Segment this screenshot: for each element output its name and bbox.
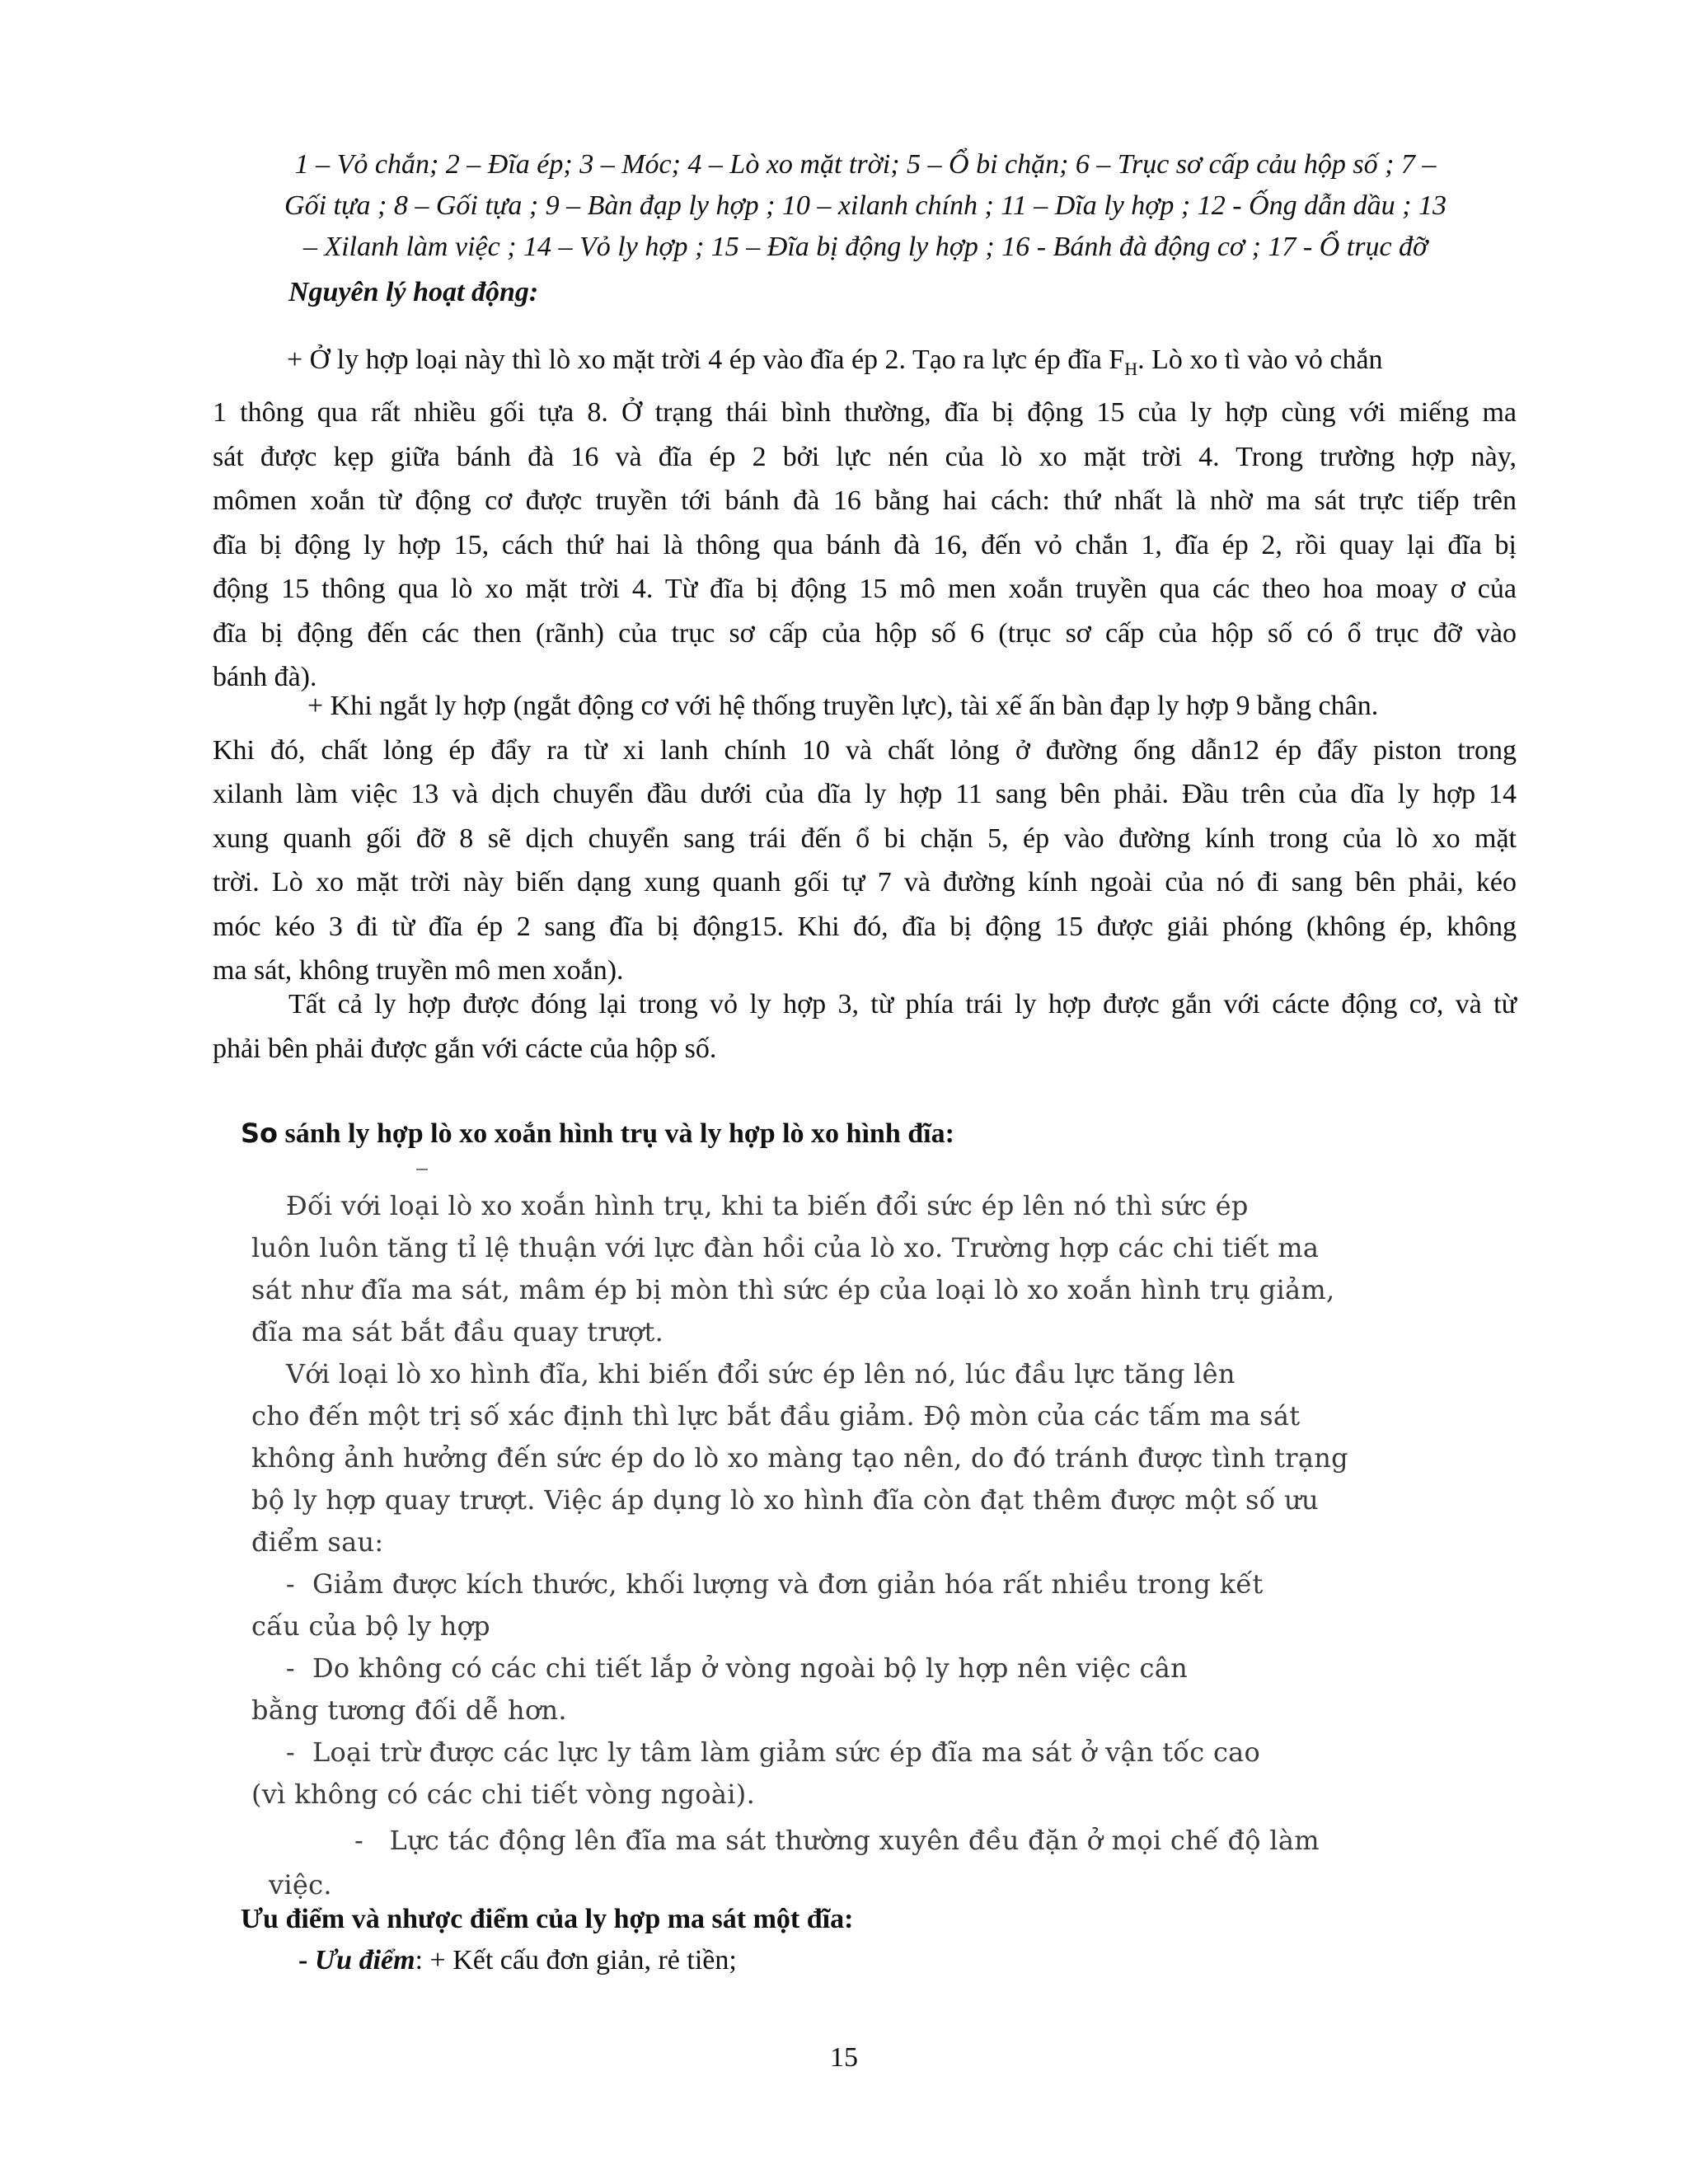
scan-list-item: - Lực tác động lên đĩa ma sát thường xuyên đều đặn ở mọi chế độ làm [354,1825,1320,1856]
scanned-last-item [354,1820,1343,1862]
paragraph-line: đĩa bị động đến các then (rãnh) của trục sơ cấp của hộp số 6 (trục sơ cấp của hộp số có ổ trục đỡ vào [213,617,1517,649]
scan-line: bằng tương đối dễ hơn. [251,1694,567,1726]
scan-line: đĩa ma sát bắt đầu quay trượt. [251,1316,664,1347]
paragraph-line: ma sát, không truyền mô men xoắn). [213,955,624,986]
paragraph-principle-1 [213,338,1517,700]
scan-line: sát như đĩa ma sát, mâm ép bị mòn thì sức ép của loại lò xo xoắn hình trụ giảm, [251,1274,1335,1305]
paragraph-line: bánh đà). [213,662,317,693]
scanned-text-block [251,1185,1348,1816]
scan-line: luôn luôn tăng tỉ lệ thuận với lực đàn hồi của lò xo. Trường hợp các chi tiết ma [251,1232,1320,1263]
para1-line1-text: + Ở ly hợp loại này thì lò xo mặt trời 4 ép vào đĩa ép 2. Tạo ra lực ép đĩa F [287,344,1125,375]
pros-text: : + Kết cấu đơn giản, rẻ tiền; [415,1945,737,1975]
paragraph-line: xung quanh gối đỡ 8 sẽ dịch chuyển sang trái đến ổ bi chặn 5, ép vào đường kính trong của lò xo mặt [213,823,1517,854]
compare-heading-text: sánh ly hợp lò xo xoắn hình trụ và ly hợp lò xo hình đĩa: [278,1118,954,1149]
paragraph-line: động 15 thông qua lò xo mặt trời 4. Từ đĩa bị động 15 mô men xoắn truyền qua các theo hoa moay ơ của [213,574,1517,605]
scanned-last-item-continued [269,1864,1320,1906]
paragraph-line: phải bên phải được gắn với cácte của hộp số. [213,1033,717,1064]
paragraph-line: mômen xoắn từ động cơ được truyền tới bánh đà 16 bằng hai cách: thứ nhất là nhờ ma sát trực tiếp trên [213,485,1517,517]
scan-list-item: - Loại trừ được các lực ly tâm làm giảm sức ép đĩa ma sát ở vận tốc cao [251,1736,1261,1768]
paragraph-line [213,338,1517,391]
paragraph-line: + Khi ngắt ly hợp (ngắt động cơ với hệ thống truyền lực), tài xế ấn bàn đạp ly hợp 9 bằng chân. [307,691,1379,721]
paragraph-line: Khi đó, chất lỏng ép đẩy ra từ xi lanh chính 10 và chất lỏng ở đường ống dẫn12 ép đẩy piston trong [213,734,1517,766]
compare-heading [241,1118,954,1150]
force-subscript: H [1124,358,1138,379]
pros-label: Ưu điểm [314,1945,415,1975]
scan-line: điểm sau: [251,1526,384,1558]
paragraph-principle-2 [213,684,1517,993]
scan-line: Với loại lò xo hình đĩa, khi biến đổi sức ép lên nó, lúc đầu lực tăng lên [251,1358,1236,1390]
paragraph-line: trời. Lò xo mặt trời này biến dạng xung quanh gối tự 7 và đường kính ngoài của nó đi sang bên phải, kéo [213,867,1517,898]
figure-caption [210,144,1521,268]
scan-line: không ảnh hưởng đến sức ép do lò xo màng tạo nên, do đó tránh được tình trạng [251,1442,1348,1474]
caption-line: – Xilanh làm việc ; 14 – Vỏ ly hợp ; 15 – Đĩa bị động ly hợp ; 16 - Bánh đà động cơ ; 17 - Ổ trục đỡ [302,232,1428,262]
pros-line [298,1945,737,1976]
scan-line: bộ ly hợp quay trượt. Việc áp dụng lò xo hình đĩa còn đạt thêm được một số ưu [251,1484,1319,1516]
scan-list-item: - Do không có các chi tiết lắp ở vòng ngoài bộ ly hợp nên việc cân [251,1652,1189,1684]
scan-list-item: - Giảm được kích thước, khối lượng và đơn giản hóa rất nhiều trong kết [251,1568,1264,1600]
para1-line1-tail: . Lò xo tì vào vỏ chắn [1137,344,1383,375]
page-number: 15 [830,2042,858,2073]
pros-dash: - [298,1945,315,1975]
paragraph-line: sát được kẹp giữa bánh đà 16 và đĩa ép 2 bởi lực nén của lò xo mặt trời 4. Trong trường hợp này, [213,441,1517,472]
paragraph-line: Tất cả ly hợp được đóng lại trong vỏ ly hợp 3, từ phía trái ly hợp được gắn với cácte động cơ, và từ [288,989,1517,1019]
compare-heading-prefix: So [241,1118,279,1149]
paragraph-line: 1 thông qua rất nhiều gối tựa 8. Ở trạng thái bình thường, đĩa bị động 15 của ly hợp cùng với miếng ma [213,397,1517,429]
paragraph-line: xilanh làm việc 13 và dịch chuyển đầu dưới của dĩa ly hợp 11 sang bên phải. Đầu trên của dĩa ly hợp 14 [213,779,1517,809]
paragraph-principle-3 [213,982,1517,1071]
scan-line: (vì không có các chi tiết vòng ngoài). [251,1779,756,1810]
scan-artifact-mark [416,1169,428,1170]
pros-cons-heading: Ưu điểm và nhược điểm của ly hợp ma sát một đĩa: [241,1904,854,1934]
scan-line: cho đến một trị số xác định thì lực bắt đầu giảm. Độ mòn của các tấm ma sát [251,1400,1301,1432]
paragraph-line: đĩa bị động ly hợp 15, cách thứ hai là thông qua bánh đà 16, đến vỏ chắn 1, đĩa ép 2, rồi quay lại đĩa bị [213,529,1517,560]
caption-line: 1 – Vỏ chắn; 2 – Đĩa ép; 3 – Móc; 4 – Lò xo mặt trời; 5 – Ổ bi chặn; 6 – Trục sơ cấp cảu hộp số ; 7 – [294,149,1437,180]
scan-line: cấu của bộ ly hợp [251,1610,490,1642]
paragraph-line: móc kéo 3 đi từ đĩa ép 2 sang đĩa bị động15. Khi đó, đĩa bị động 15 được giải phóng (không ép, không [213,911,1517,942]
principle-heading: Nguyên lý hoạt động: [288,277,539,307]
scan-line: Đối với loại lò xo xoắn hình trụ, khi ta biến đổi sức ép lên nó thì sức ép [251,1190,1249,1221]
scan-line: việc. [269,1869,332,1900]
caption-line: Gối tựa ; 8 – Gối tựa ; 9 – Bàn đạp ly hợp ; 10 – xilanh chính ; 11 – Dĩa ly hợp ; 12 - Ống dẫn dầu ; 13 [284,190,1447,221]
